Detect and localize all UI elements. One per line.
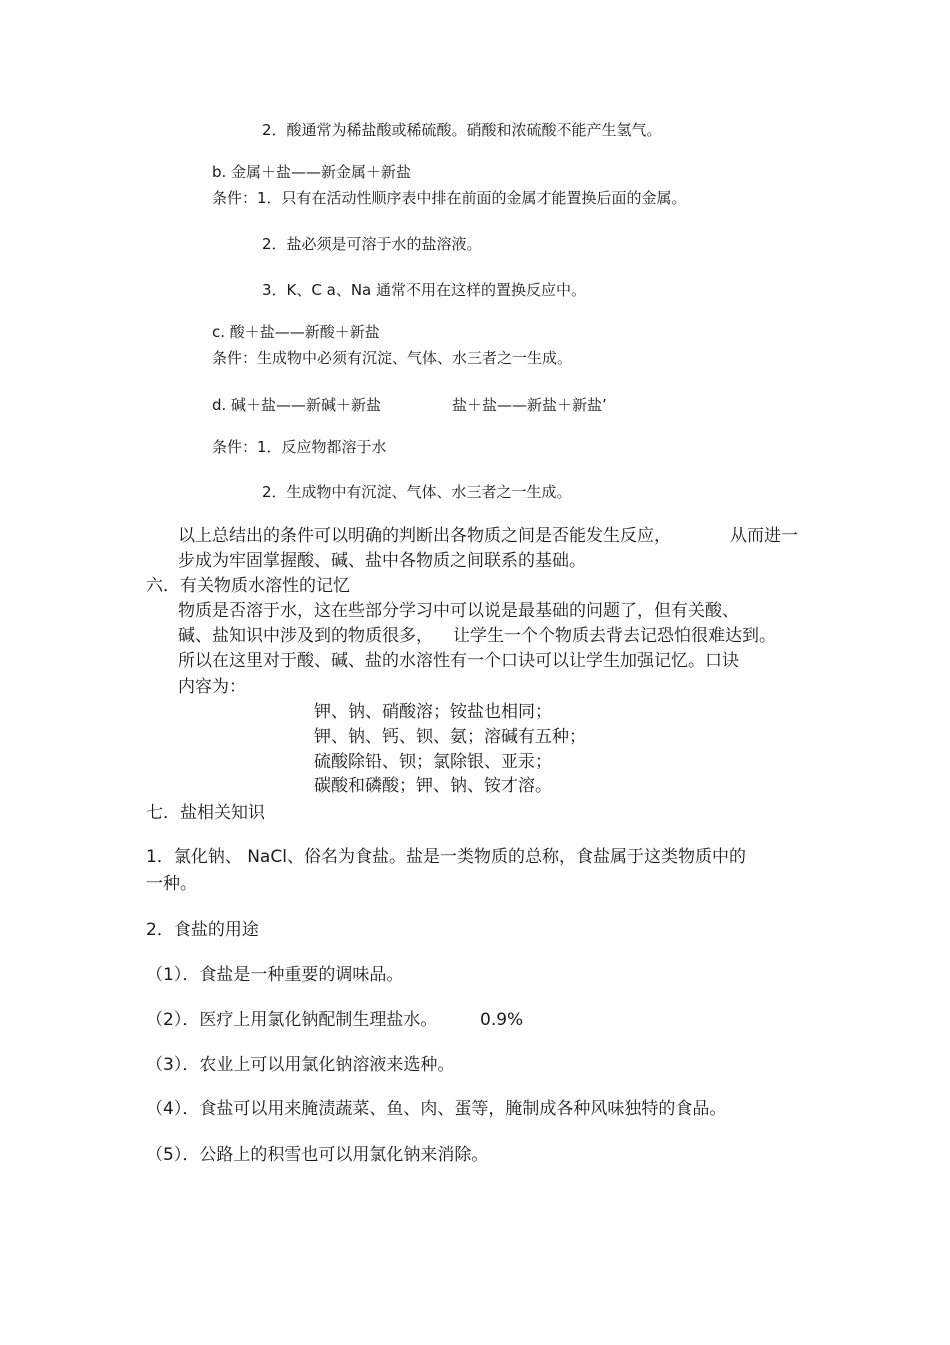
reaction-b-condition-3: 3．K、C a、Na 通常不用在这样的置换反应中。 — [262, 281, 586, 299]
acid-note-line: 2．酸通常为稀盐酸或稀硫酸。硝酸和浓硫酸不能产生氢气。 — [262, 121, 662, 139]
reaction-b-condition-1: 条件：1．只有在活动性顺序表中排在前面的金属才能置换后面的金属。 — [212, 189, 687, 207]
salt-item-2-heading: 2．食盐的用途 — [146, 920, 259, 940]
reaction-b-condition-2: 2．盐必须是可溶于水的盐溶液。 — [262, 235, 482, 253]
reaction-d-condition-2: 2．生成物中有沉淀、气体、水三者之一生成。 — [262, 483, 572, 501]
section-6-paragraph-line-2b: 让学生一个个物质去背去记恐怕很难达到。 — [453, 626, 776, 646]
summary-line-1a: 以上总结出的条件可以明确的判断出各物质之间是否能发生反应， — [178, 526, 671, 546]
rhyme-line-1: 钾、钠、硝酸溶；铵盐也相同； — [314, 702, 552, 722]
reaction-salt-salt-title: 盐＋盐——新盐＋新盐’ — [452, 396, 607, 414]
rhyme-line-3: 硫酸除铅、钡；氯除银、亚汞； — [314, 752, 552, 772]
salt-use-1: （1）．食盐是一种重要的调味品。 — [146, 965, 404, 985]
salt-item-1-line-2: 一种。 — [146, 874, 197, 894]
salt-use-2-concentration: 0.9% — [480, 1010, 524, 1030]
reaction-c-condition: 条件：生成物中必须有沉淀、气体、水三者之一生成。 — [212, 349, 573, 367]
reaction-d-condition-1: 条件：1．反应物都溶于水 — [212, 438, 387, 456]
salt-use-5: （5）．公路上的积雪也可以用氯化钠来消除。 — [146, 1145, 489, 1165]
section-6-paragraph-line-1: 物质是否溶于水，这在些部分学习中可以说是最基础的问题了，但有关酸、 — [178, 601, 739, 621]
summary-line-1b: 从而进一 — [730, 526, 798, 546]
section-6-paragraph-line-2a: 碱、盐知识中涉及到的物质很多， — [178, 626, 433, 646]
section-6-paragraph-line-4: 内容为： — [178, 677, 246, 697]
reaction-b-title: b. 金属＋盐——新金属＋新盐 — [212, 163, 412, 181]
summary-line-2: 步成为牢固掌握酸、碱、盐中各物质之间联系的基础。 — [178, 551, 586, 571]
salt-use-3: （3）．农业上可以用氯化钠溶液来选种。 — [146, 1055, 455, 1075]
rhyme-line-4: 碳酸和磷酸；钾、钠、铵才溶。 — [314, 776, 552, 796]
reaction-d-title: d. 碱＋盐——新碱＋新盐 — [212, 396, 382, 414]
reaction-c-title: c. 酸＋盐——新酸＋新盐 — [212, 323, 380, 341]
salt-item-1-line-1: 1．氯化钠、 NaCl、俗名为食盐。盐是一类物质的总称，食盐属于这类物质中的 — [146, 847, 746, 867]
section-6-paragraph-line-3: 所以在这里对于酸、碱、盐的水溶性有一个口诀可以让学生加强记忆。口诀 — [178, 651, 739, 671]
salt-use-4: （4）．食盐可以用来腌渍蔬菜、鱼、肉、蛋等，腌制成各种风味独特的食品。 — [146, 1099, 727, 1119]
section-6-heading: 六．有关物质水溶性的记忆 — [146, 576, 350, 596]
rhyme-line-2: 钾、钠、钙、钡、氨；溶碱有五种； — [314, 727, 586, 747]
section-7-heading: 七．盐相关知识 — [146, 803, 265, 823]
salt-use-2: （2）．医疗上用氯化钠配制生理盐水。 — [146, 1010, 438, 1030]
